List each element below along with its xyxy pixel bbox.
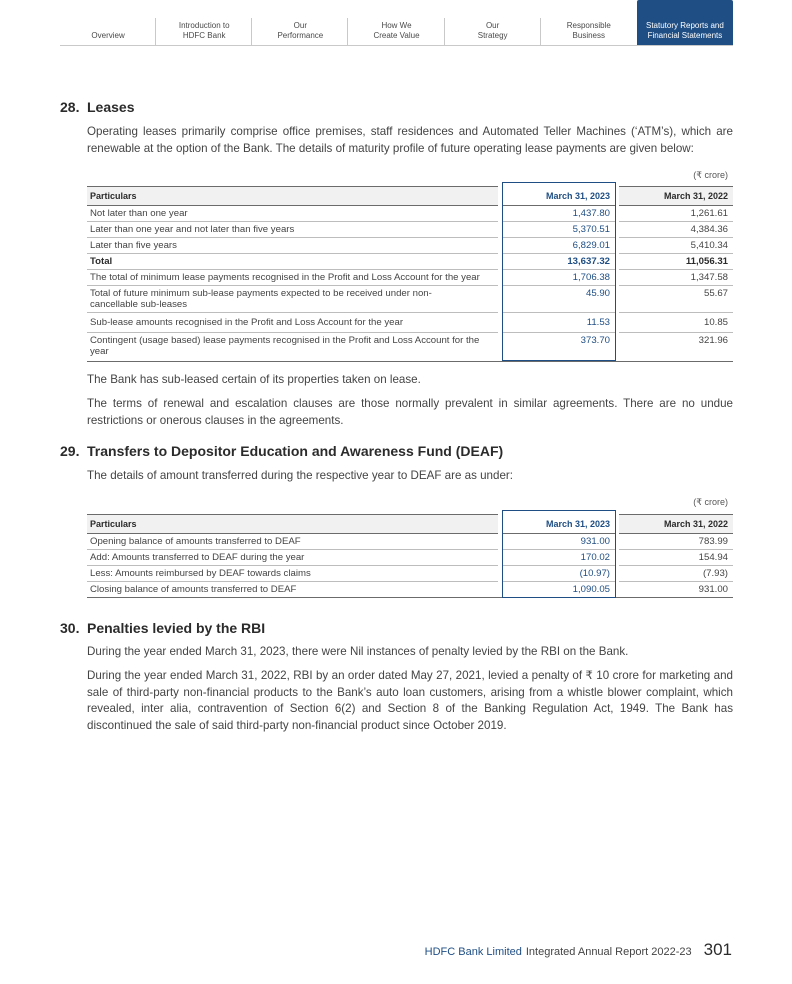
section-title: Penalties levied by the RBI xyxy=(87,620,266,636)
row-label: Sub-lease amounts recognised in the Profit and Loss Account for the year xyxy=(87,313,498,333)
row-label: Contingent (usage based) lease payments recognised in the Profit and Loss Account for the year xyxy=(87,333,498,362)
table-row xyxy=(87,566,733,582)
section-title: Leases xyxy=(87,99,135,115)
nav-tab-label: Statutory Reports and Financial Statements xyxy=(646,21,724,40)
value-2022: 154.94 xyxy=(619,550,733,566)
header-march-2023: March 31, 2023 xyxy=(502,515,615,534)
row-label: The total of minimum lease payments recognised in the Profit and Loss Account for the year xyxy=(87,270,498,286)
value-2022: 55.67 xyxy=(619,286,733,313)
value-2022: 4,384.36 xyxy=(619,222,733,238)
table-header-row xyxy=(87,515,733,534)
nav-tab-create-value[interactable] xyxy=(348,0,444,45)
nav-tab-label: Our Performance xyxy=(277,21,324,40)
nav-tab-label: Introduction to HDFC Bank xyxy=(178,21,230,40)
value-2023: (10.97) xyxy=(502,566,615,582)
row-label: Not later than one year xyxy=(87,206,498,222)
table-row xyxy=(87,534,733,550)
value-2022: 10.85 xyxy=(619,313,733,333)
value-2023: 13,637.32 xyxy=(502,254,615,270)
value-2023: 1,090.05 xyxy=(502,582,615,598)
nav-tab-responsible-business[interactable] xyxy=(541,0,637,45)
row-label: Later than one year and not later than five years xyxy=(87,222,498,238)
value-2022: 321.96 xyxy=(619,333,733,362)
table-row xyxy=(87,313,733,333)
value-2022: 1,261.61 xyxy=(619,206,733,222)
table-row xyxy=(87,582,733,598)
nav-tab-label: Our Strategy xyxy=(477,21,508,40)
footer-brand: HDFC Bank Limited xyxy=(424,946,522,958)
value-2022: 5,410.34 xyxy=(619,238,733,254)
page-footer xyxy=(425,940,732,960)
header-march-2023: March 31, 2023 xyxy=(502,187,615,206)
nav-tab-label: Responsible Business xyxy=(566,21,611,40)
value-2022: 931.00 xyxy=(619,582,733,598)
row-label: Less: Amounts reimbursed by DEAF towards claims xyxy=(87,566,498,582)
deaf-intro-paragraph: The details of amount transferred during the respective year to DEAF are as under: xyxy=(87,469,513,482)
header-march-2022: March 31, 2022 xyxy=(619,187,733,206)
table-row xyxy=(87,222,733,238)
unit-label: (₹ crore) xyxy=(693,497,728,507)
table-header-row xyxy=(87,187,733,206)
value-2022: 11,056.31 xyxy=(619,254,733,270)
sublease-paragraph: The Bank has sub-leased certain of its properties taken on lease. xyxy=(87,373,421,386)
table-row xyxy=(87,270,733,286)
row-label: Add: Amounts transferred to DEAF during the year xyxy=(87,550,498,566)
value-2023: 11.53 xyxy=(502,313,615,333)
footer-report-title: Integrated Annual Report 2022-23 xyxy=(525,946,692,958)
section-title: Transfers to Depositor Education and Awareness Fund (DEAF) xyxy=(87,443,504,459)
value-2023: 6,829.01 xyxy=(502,238,615,254)
section-heading-deaf xyxy=(60,443,503,459)
section-number: 28. xyxy=(60,99,80,115)
nav-tab-strategy[interactable] xyxy=(445,0,541,45)
value-2023: 45.90 xyxy=(502,286,615,313)
leases-intro-paragraph: Operating leases primarily comprise office premises, staff residences and Automated Teller Machines (‘ATM’s), which are renewable at the option of the Bank. The details of maturity profile of future operating lease payments are given below: xyxy=(87,125,733,155)
nav-tab-label: Overview xyxy=(91,31,125,40)
nav-tab-performance[interactable] xyxy=(252,0,348,45)
header-march-2022: March 31, 2022 xyxy=(619,515,733,534)
value-2023: 5,370.51 xyxy=(502,222,615,238)
value-2023: 1,437.80 xyxy=(502,206,615,222)
row-label: Later than five years xyxy=(87,238,498,254)
row-label: Total xyxy=(87,254,498,270)
penalties-paragraph-2023: During the year ended March 31, 2023, there were Nil instances of penalty levied by the RBI on the Bank. xyxy=(87,645,629,658)
table-row xyxy=(87,206,733,222)
header-particulars: Particulars xyxy=(87,515,498,534)
value-2022: (7.93) xyxy=(619,566,733,582)
table-row-total xyxy=(87,254,733,270)
section-number: 30. xyxy=(60,620,80,636)
leases-table xyxy=(87,186,733,362)
terms-paragraph: The terms of renewal and escalation clauses are those normally prevalent in similar agreements. There are no undue restrictions or onerous clauses in the agreements. xyxy=(87,397,733,427)
value-2023: 1,706.38 xyxy=(502,270,615,286)
value-2023: 170.02 xyxy=(502,550,615,566)
row-label: Closing balance of amounts transferred to DEAF xyxy=(87,582,498,598)
section-nav xyxy=(60,0,733,46)
section-heading-leases xyxy=(60,99,134,115)
nav-tab-overview[interactable] xyxy=(60,0,156,45)
nav-tab-label: How We Create Value xyxy=(373,21,420,40)
table-row xyxy=(87,333,733,362)
section-heading-penalties xyxy=(60,620,265,636)
value-2023: 373.70 xyxy=(502,333,615,362)
penalties-paragraph-2022: During the year ended March 31, 2022, RBI by an order dated May 27, 2021, levied a penalty of ₹ 10 crore for marketing and sale of third-party non-financial products to the Bank’s auto loan customers, arising from a whistle blower complaint, which revealed, inter alia, contravention of Section 6(2) and Section 8 of the Banking Regulation Act, 1949. The Bank has discontinued the sale of said third-party non-financial product since October 2019. xyxy=(87,669,733,732)
deaf-table xyxy=(87,514,733,598)
row-label: Opening balance of amounts transferred to DEAF xyxy=(87,534,498,550)
nav-tab-statutory-reports[interactable] xyxy=(637,0,733,45)
row-label: Total of future minimum sub-lease payments expected to be received under non-cancellable sub-leases xyxy=(87,286,498,313)
value-2023: 931.00 xyxy=(502,534,615,550)
value-2022: 1,347.58 xyxy=(619,270,733,286)
nav-tab-introduction[interactable] xyxy=(156,0,252,45)
page-number: 301 xyxy=(703,940,732,959)
section-number: 29. xyxy=(60,443,80,459)
value-2022: 783.99 xyxy=(619,534,733,550)
table-row xyxy=(87,286,733,313)
header-particulars: Particulars xyxy=(87,187,498,206)
unit-label: (₹ crore) xyxy=(693,170,728,180)
table-row xyxy=(87,238,733,254)
table-row xyxy=(87,550,733,566)
